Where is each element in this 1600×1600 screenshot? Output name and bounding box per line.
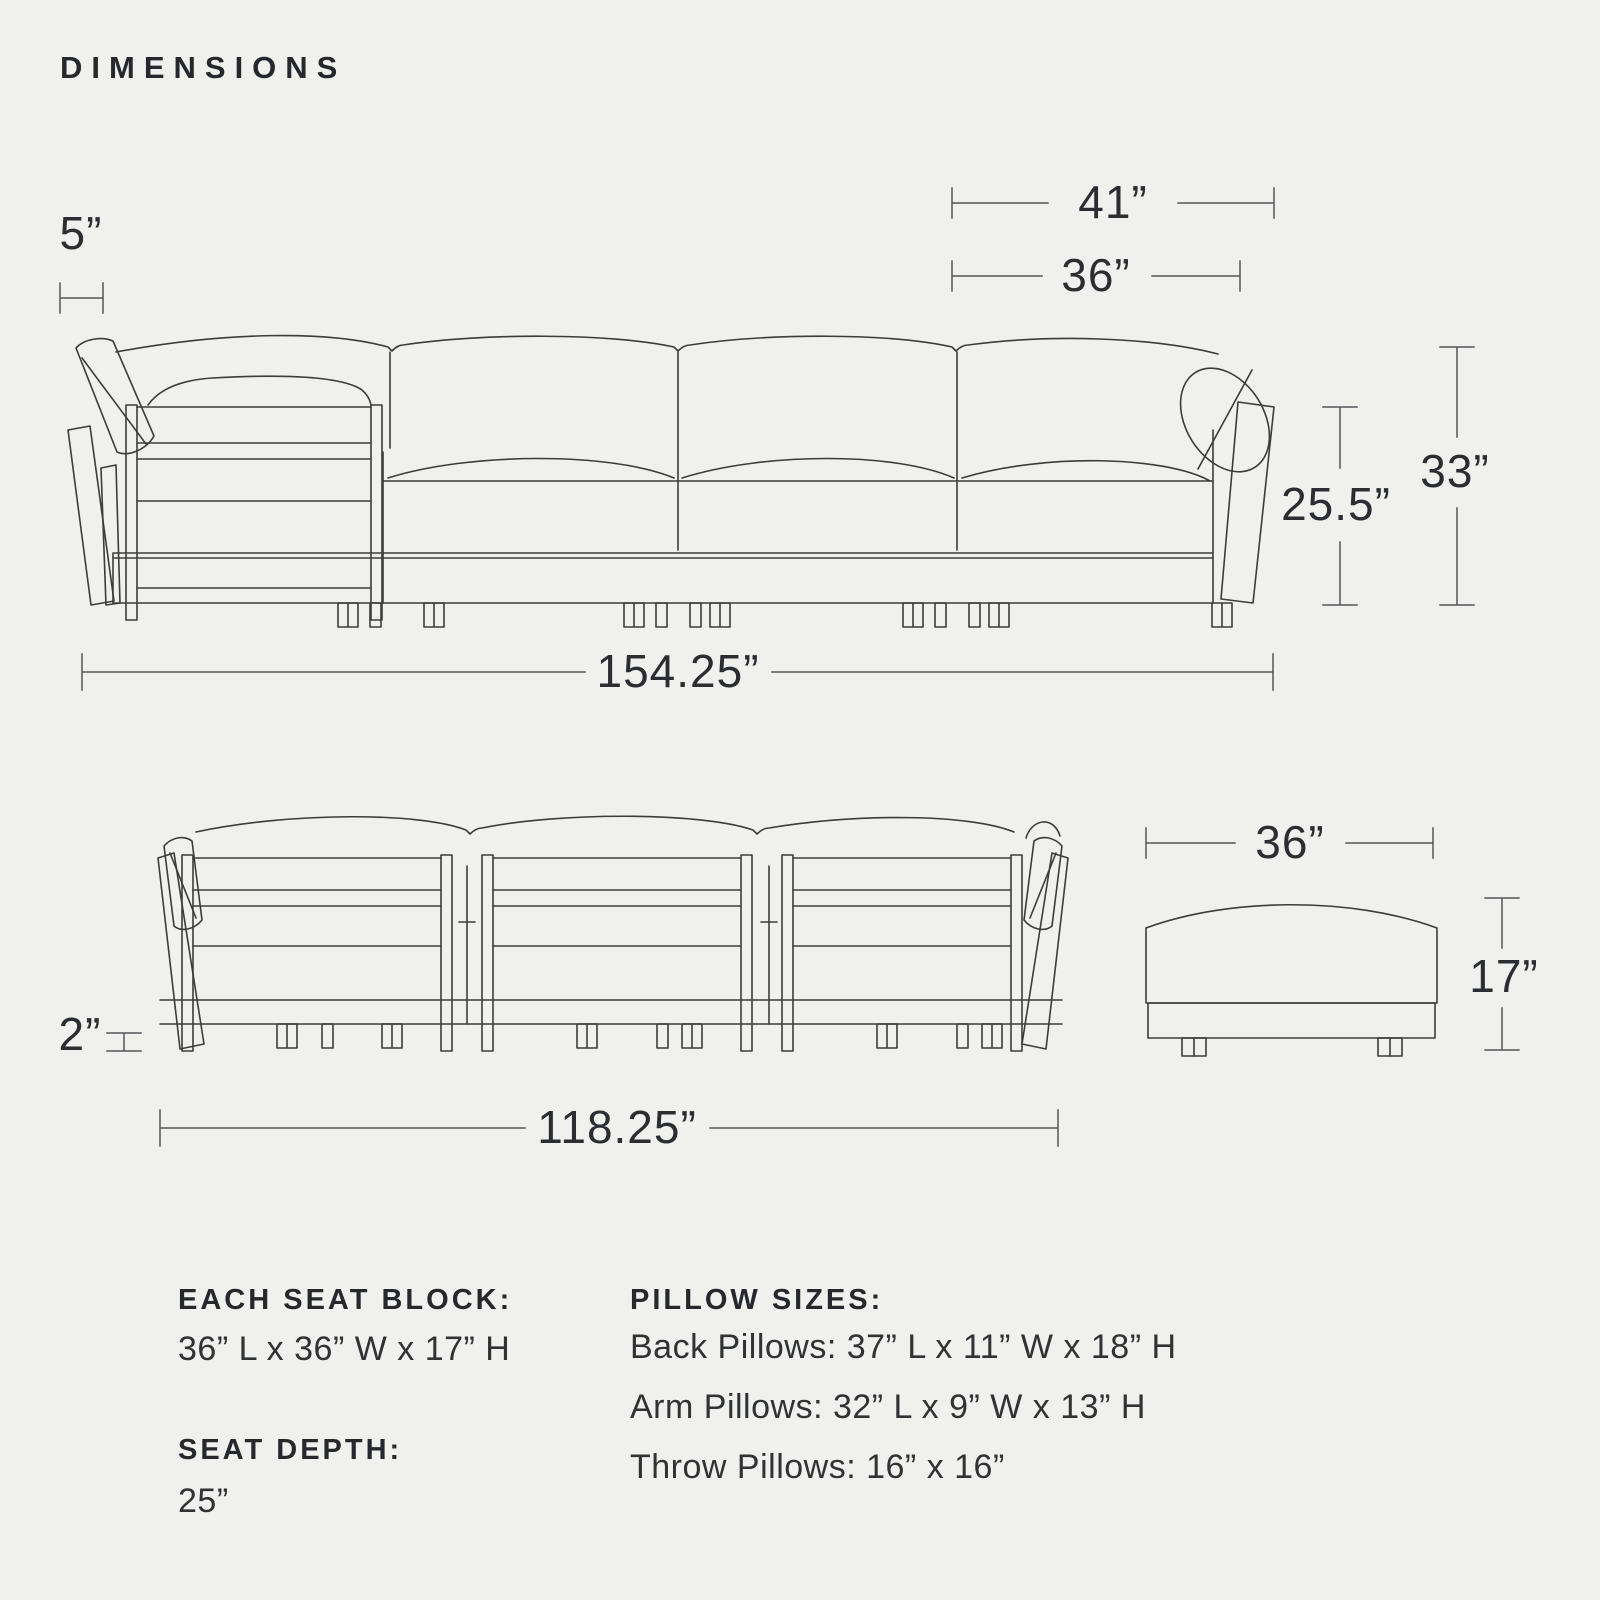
dim-label-overall-height: 33” [1420,445,1490,497]
page-title: DIMENSIONS [60,50,347,85]
dim-label-ottoman-width: 36” [1255,816,1325,868]
seat-block-value: 36” L x 36” W x 17” H [178,1330,511,1368]
pillow-sizes-heading: PILLOW SIZES: [630,1284,884,1316]
dim-label-overall-length: 154.25” [596,645,760,697]
sofa-back-view-drawing [158,816,1068,1051]
dim-label-leg-height: 2” [58,1008,102,1060]
seat-depth-heading: SEAT DEPTH: [178,1434,403,1466]
dim-label-seat-height: 25.5” [1281,478,1391,530]
pillow-size-throw: Throw Pillows: 16” x 16” [630,1448,1005,1486]
dim-label-ottoman-height: 17” [1469,950,1539,1002]
sofa-side-view-drawing [68,336,1288,627]
dim-label-seat-width: 36” [1061,249,1131,301]
pillow-size-back: Back Pillows: 37” L x 11” W x 18” H [630,1328,1177,1366]
seat-depth-value: 25” [178,1482,229,1520]
dim-label-arm-width: 5” [59,207,103,259]
ottoman-drawing [1146,905,1437,1056]
seat-block-heading: EACH SEAT BLOCK: [178,1284,513,1316]
pillow-size-arm: Arm Pillows: 32” L x 9” W x 13” H [630,1388,1146,1426]
dim-label-frame-length: 118.25” [537,1101,697,1153]
dim-label-seat-plus-arm-width: 41” [1078,176,1148,228]
